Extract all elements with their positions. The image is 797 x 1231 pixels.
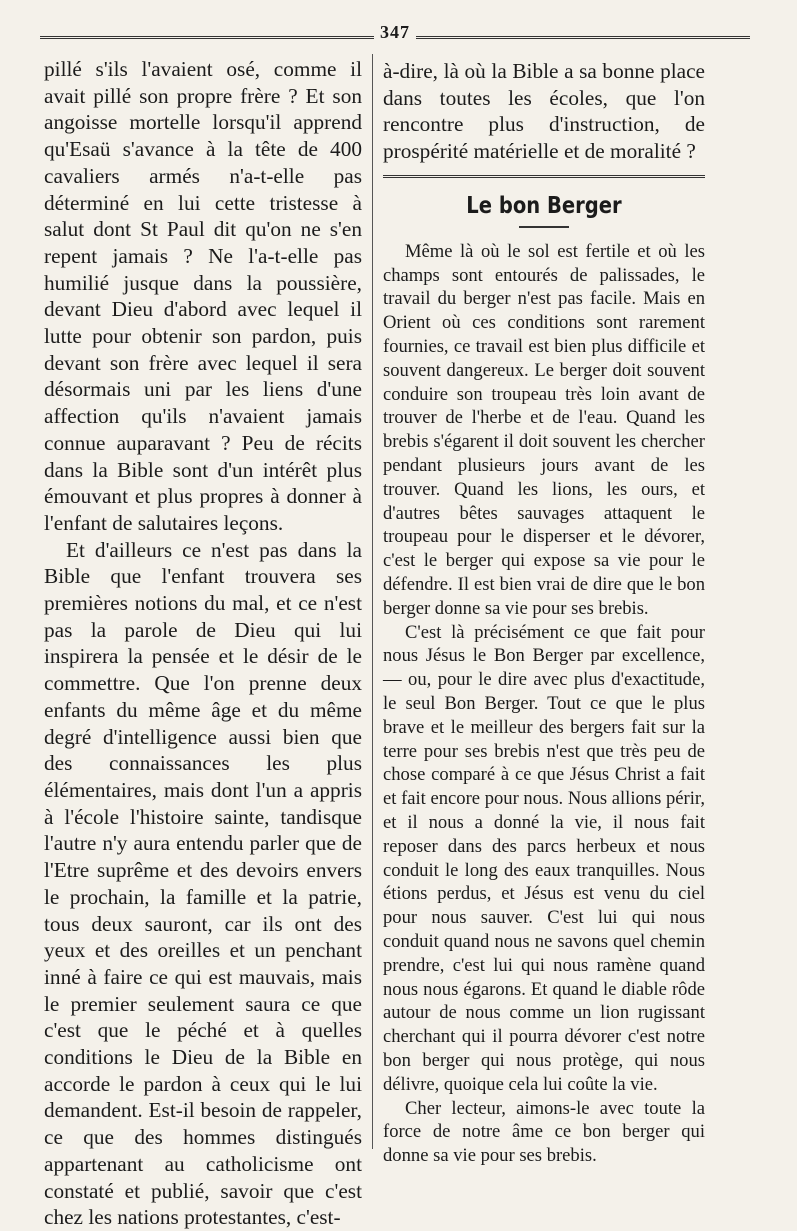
- right-lead-paragraph: à-dire, là où la Bible a sa bonne place dans toutes les écoles, que l'on rencontre plus d'instruction, de prospérité matérielle et de moralité ?: [383, 59, 705, 164]
- page-header: [40, 22, 750, 48]
- left-paragraph-1: pillé s'ils l'avaient osé, comme il avait pillé son propre frère ? Et son angoisse mortelle lorsqu'il apprend qu'Esaü s'avance à la tête de 400 cavaliers armés n'a-t-elle pas déterminé en lui cette tristesse à salut dont St Paul dit qu'on ne s'en repent jamais ? Ne l'a-t-elle pas humilié jusque dans la poussière, devant Dieu d'abord avec lequel il lutte pour obtenir son pardon, puis devant son frère avec lequel il sera désormais uni par les liens d'une affection qu'ils n'avaient jamais connue auparavant ? Peu de récits dans la Bible sont d'un intérêt plus émouvant et plus propres à donner à l'enfant de salutaires leçons.: [44, 57, 362, 535]
- title-dash: [519, 226, 569, 228]
- left-paragraph-2: Et d'ailleurs ce n'est pas dans la Bible que l'enfant trouvera ses premières notions du mal, et ce n'est pas la parole de Dieu qui lui inspirera la pensée et le désir de le commettre. Que l'on prenne deux enfants du même âge et du même degré d'intelligence aussi bien que des connaissances les plus élémentaires, mais dont l'un a appris à l'école l'histoire sainte, tandisque l'autre n'y aura entendu parler que de l'Etre suprême et des devoirs envers le prochain, la famille et la patrie, tous deux sauront, car ils ont des yeux et des oreilles et un penchant inné à faire ce qui est mauvais, mais le premier seulement saura ce que c'est que le péché et à quelles conditions le Dieu de la Bible en accorde le pardon à ceux qui le lui demandent. Est-il besoin de rappeler, ce que des hommes distingués appartenant au catholicisme ont constaté et publié, savoir que c'est chez les nations protestantes, c'est-: [44, 537, 362, 1230]
- column-divider: [372, 54, 373, 1149]
- section-title: Le bon Berger: [466, 192, 622, 219]
- right-paragraph-3: Cher lecteur, aimons-le avec toute la force de notre âme ce bon berger qui donne sa vie pour ses brebis.: [383, 1097, 705, 1167]
- right-paragraph-2: C'est là précisément ce que fait pour nous Jésus le Bon Berger par excellence, — ou, pour le dire avec plus d'exactitude, le seul Bon Berger. Tout ce que le plus brave et le meilleur des bergers fait sur la terre pour ses brebis n'est que très peu de chose comparé à ce que Jésus Christ a fait et fait encore pour nous. Nous allions périr, et il nous a donné la vie, il nous fait reposer dans des parcs herbeux et nous conduit le long des eaux tranquilles. Nous étions perdus, et Jésus est venu du ciel pour nous sauver. C'est lui qui nous conduit quand nous ne savons quel chemin prendre, c'est lui qui nous ramène quand nous nous égarons. Et quand le diable rôde autour de nous comme un lion rugissant cherchant qui il pourra dévorer c'est notre bon berger qui nous protège, qui nous délivre, quoique cela lui coûte la vie.: [383, 621, 705, 1095]
- section-rule: [383, 175, 705, 178]
- left-column: [44, 56, 362, 1230]
- page-number: 347: [374, 22, 416, 43]
- right-paragraph-1: Même là où le sol est fertile et où les champs sont entourés de palissades, le travail du berger n'est pas facile. Mais en Orient où ces conditions sont rarement fournies, ce travail est bien plus difficile et souvent dangereux. Le berger doit souvent conduire son troupeau très loin avant de trouver de l'herbe et de l'eau. Quand les brebis s'égarent il doit souvent les chercher pendant plusieurs jours avant de les trouver. Quand les lions, les ours, et d'autres bêtes sauvages attaquent le troupeau pour le disperser et le dévorer, c'est le berger qui expose sa vie pour le défendre. Il est bien vrai de dire que le bon berger donne sa vie pour ses brebis.: [383, 240, 705, 619]
- right-column: [383, 58, 705, 1167]
